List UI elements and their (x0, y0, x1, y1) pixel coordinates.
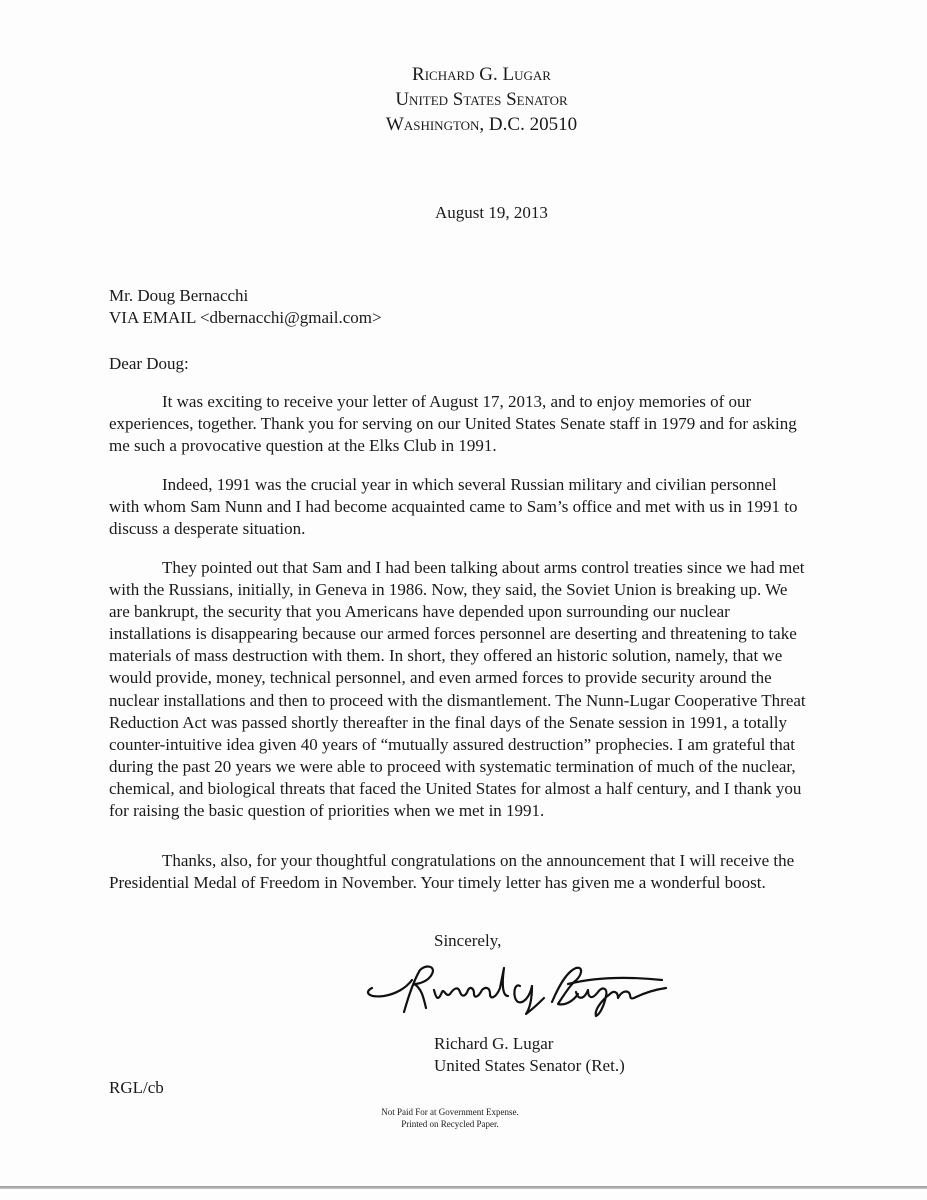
signer-block (434, 1033, 625, 1077)
recipient-block (109, 285, 382, 329)
letter-date: August 19, 2013 (435, 203, 548, 222)
recipient-name: Mr. Doug Bernacchi (109, 286, 249, 305)
signature-icon (362, 958, 692, 1020)
paragraph-2: Indeed, 1991 was the crucial year in which several Russian military and civilian personnel with whom Sam Nunn and I had become acquainted came to Sam’s office and met with us in 1991 to discuss a desperate situation. (109, 475, 798, 539)
letterhead-title: United States Senator (395, 89, 568, 110)
paragraph-1: It was exciting to receive your letter of August 17, 2013, and to enjoy memories of our experiences, together. Thank you for serving on our United States Senate staff in 1979 and for asking me such a provocative question at the Elks Club in 1991. (109, 392, 797, 456)
footer-note (300, 1106, 600, 1130)
recipient-contact: VIA EMAIL <dbernacchi@gmail.com> (109, 308, 382, 327)
letterhead-name: Richard G. Lugar (412, 64, 551, 85)
footer-line-1: Not Paid For at Government Expense. (381, 1107, 519, 1117)
typist-initials: RGL/cb (109, 1078, 164, 1097)
letterhead-location: Washington, D.C. 20510 (385, 114, 578, 135)
signer-name: Richard G. Lugar (434, 1034, 554, 1053)
footer-line-2: Printed on Recycled Paper. (401, 1119, 499, 1129)
letterhead (0, 62, 927, 137)
paragraph-3: They pointed out that Sam and I had been talking about arms control treaties since we had met with the Russians, initially, in Geneva in 1986. Now, they said, the Soviet Union is breaking up. We are bankrupt, the security that you Americans have depended upon surrounding our nuclear installations is disappearing because our armed forces personnel are deserting and threatening to take materials of mass destruction with them. In short, they offered an historic solution, namely, that we would provide, money, technical personnel, and even armed forces to provide security around the nuclear installations and then to proceed with the dismantlement. The Nunn-Lugar Cooperative Threat Reduction Act was passed shortly thereafter in the final days of the Senate session in 1991, a totally counter-intuitive idea given 40 years of “mutually assured destruction” prophecies. I am grateful that during the past 20 years we were able to proceed with systematic termination of much of the nuclear, chemical, and biological threats that faced the United States for almost a half century, and I thank you for raising the basic question of priorities when we met in 1991. (109, 558, 806, 821)
salutation: Dear Doug: (109, 354, 189, 373)
scan-edge-divider (0, 1186, 927, 1189)
paragraph-4: Thanks, also, for your thoughtful congratulations on the announcement that I will receive the Presidential Medal of Freedom in November. Your timely letter has given me a wonderful boost. (109, 851, 795, 893)
closing: Sincerely, (434, 931, 502, 950)
signer-title: United States Senator (Ret.) (434, 1056, 625, 1075)
